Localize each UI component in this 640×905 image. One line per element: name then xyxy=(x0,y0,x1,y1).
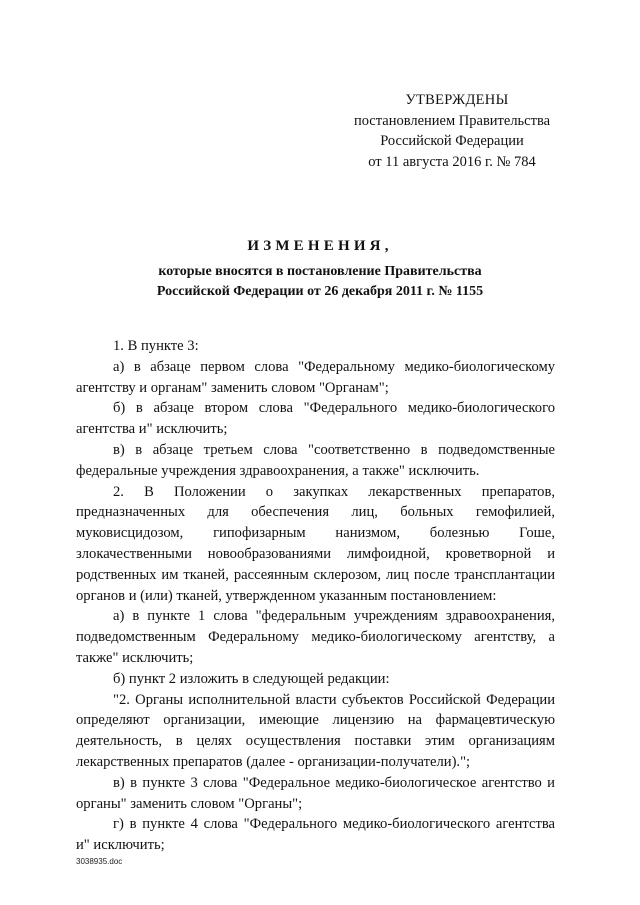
paragraph-point-2: 2. В Положении о закупках лекарственных препаратов, предназначенных для обеспечения лиц, больных гемофилией, муковисцидозом, гипофизарным нанизмом, болезнью Гоше, злокачественными новообразованиями лимфоидной, кроветворной и родственных им тканей, рассеянным склерозом, лиц после трансплантации органов и (или) тканей, утвержденном указанным постановлением: xyxy=(76,483,555,604)
paragraph-2b-quote: "2. Органы исполнительной власти субъектов Российской Федерации определяют организации, имеющие лицензию на фармацевтическую деятельность, в целях осуществления поставки этим организациям лекарственных препаратов (далее - организации-получатели)."; xyxy=(76,691,555,770)
paragraph-1a: а) в абзаце первом слова "Федеральному медико-биологическому агентству и органам" заменить словом "Органам"; xyxy=(76,358,555,396)
approval-stamp xyxy=(346,90,558,172)
paragraph-1b: б) в абзаце втором слова "Федерального медико-биологического агентства и" исключить; xyxy=(76,400,555,438)
approval-line-government: Российской Федерации xyxy=(380,133,524,149)
paragraph-2a: а) в пункте 1 слова "федеральным учреждениям здравоохранения, подведомственным Федеральному медико-биологическому агентству, а также" исключить; xyxy=(76,608,555,666)
paragraph-2d: г) в пункте 4 слова "Федерального медико-биологического агентства и" исключить; xyxy=(76,816,555,854)
paragraph-2c: в) в пункте 3 слова "Федеральное медико-биологическое агентство и органы" заменить словом "Органы"; xyxy=(76,774,555,812)
approval-line-date-number: от 11 августа 2016 г. № 784 xyxy=(368,153,536,170)
approval-line-resolution: постановлением Правительства xyxy=(353,112,551,129)
paragraph-2b: б) пункт 2 изложить в следующей редакции: xyxy=(113,670,390,687)
approval-heading: УТВЕРЖДЕНЫ xyxy=(405,92,509,108)
file-reference: 3038935.doc xyxy=(76,857,123,866)
document-title: ИЗМЕНЕНИЯ, xyxy=(247,238,393,254)
subtitle-line-2: Российской Федерации от 26 декабря 2011 г. № 1155 xyxy=(156,284,484,299)
document-body xyxy=(76,336,555,856)
document-subtitle xyxy=(0,262,640,302)
paragraph-point-1: 1. В пункте 3: xyxy=(113,338,199,354)
paragraph-1c: в) в абзаце третьем слова "соответственно в подведомственные федеральные учреждения здравоохранения, а также" исключить. xyxy=(76,441,555,479)
subtitle-line-1: которые вносятся в постановление Правительства xyxy=(158,264,482,279)
